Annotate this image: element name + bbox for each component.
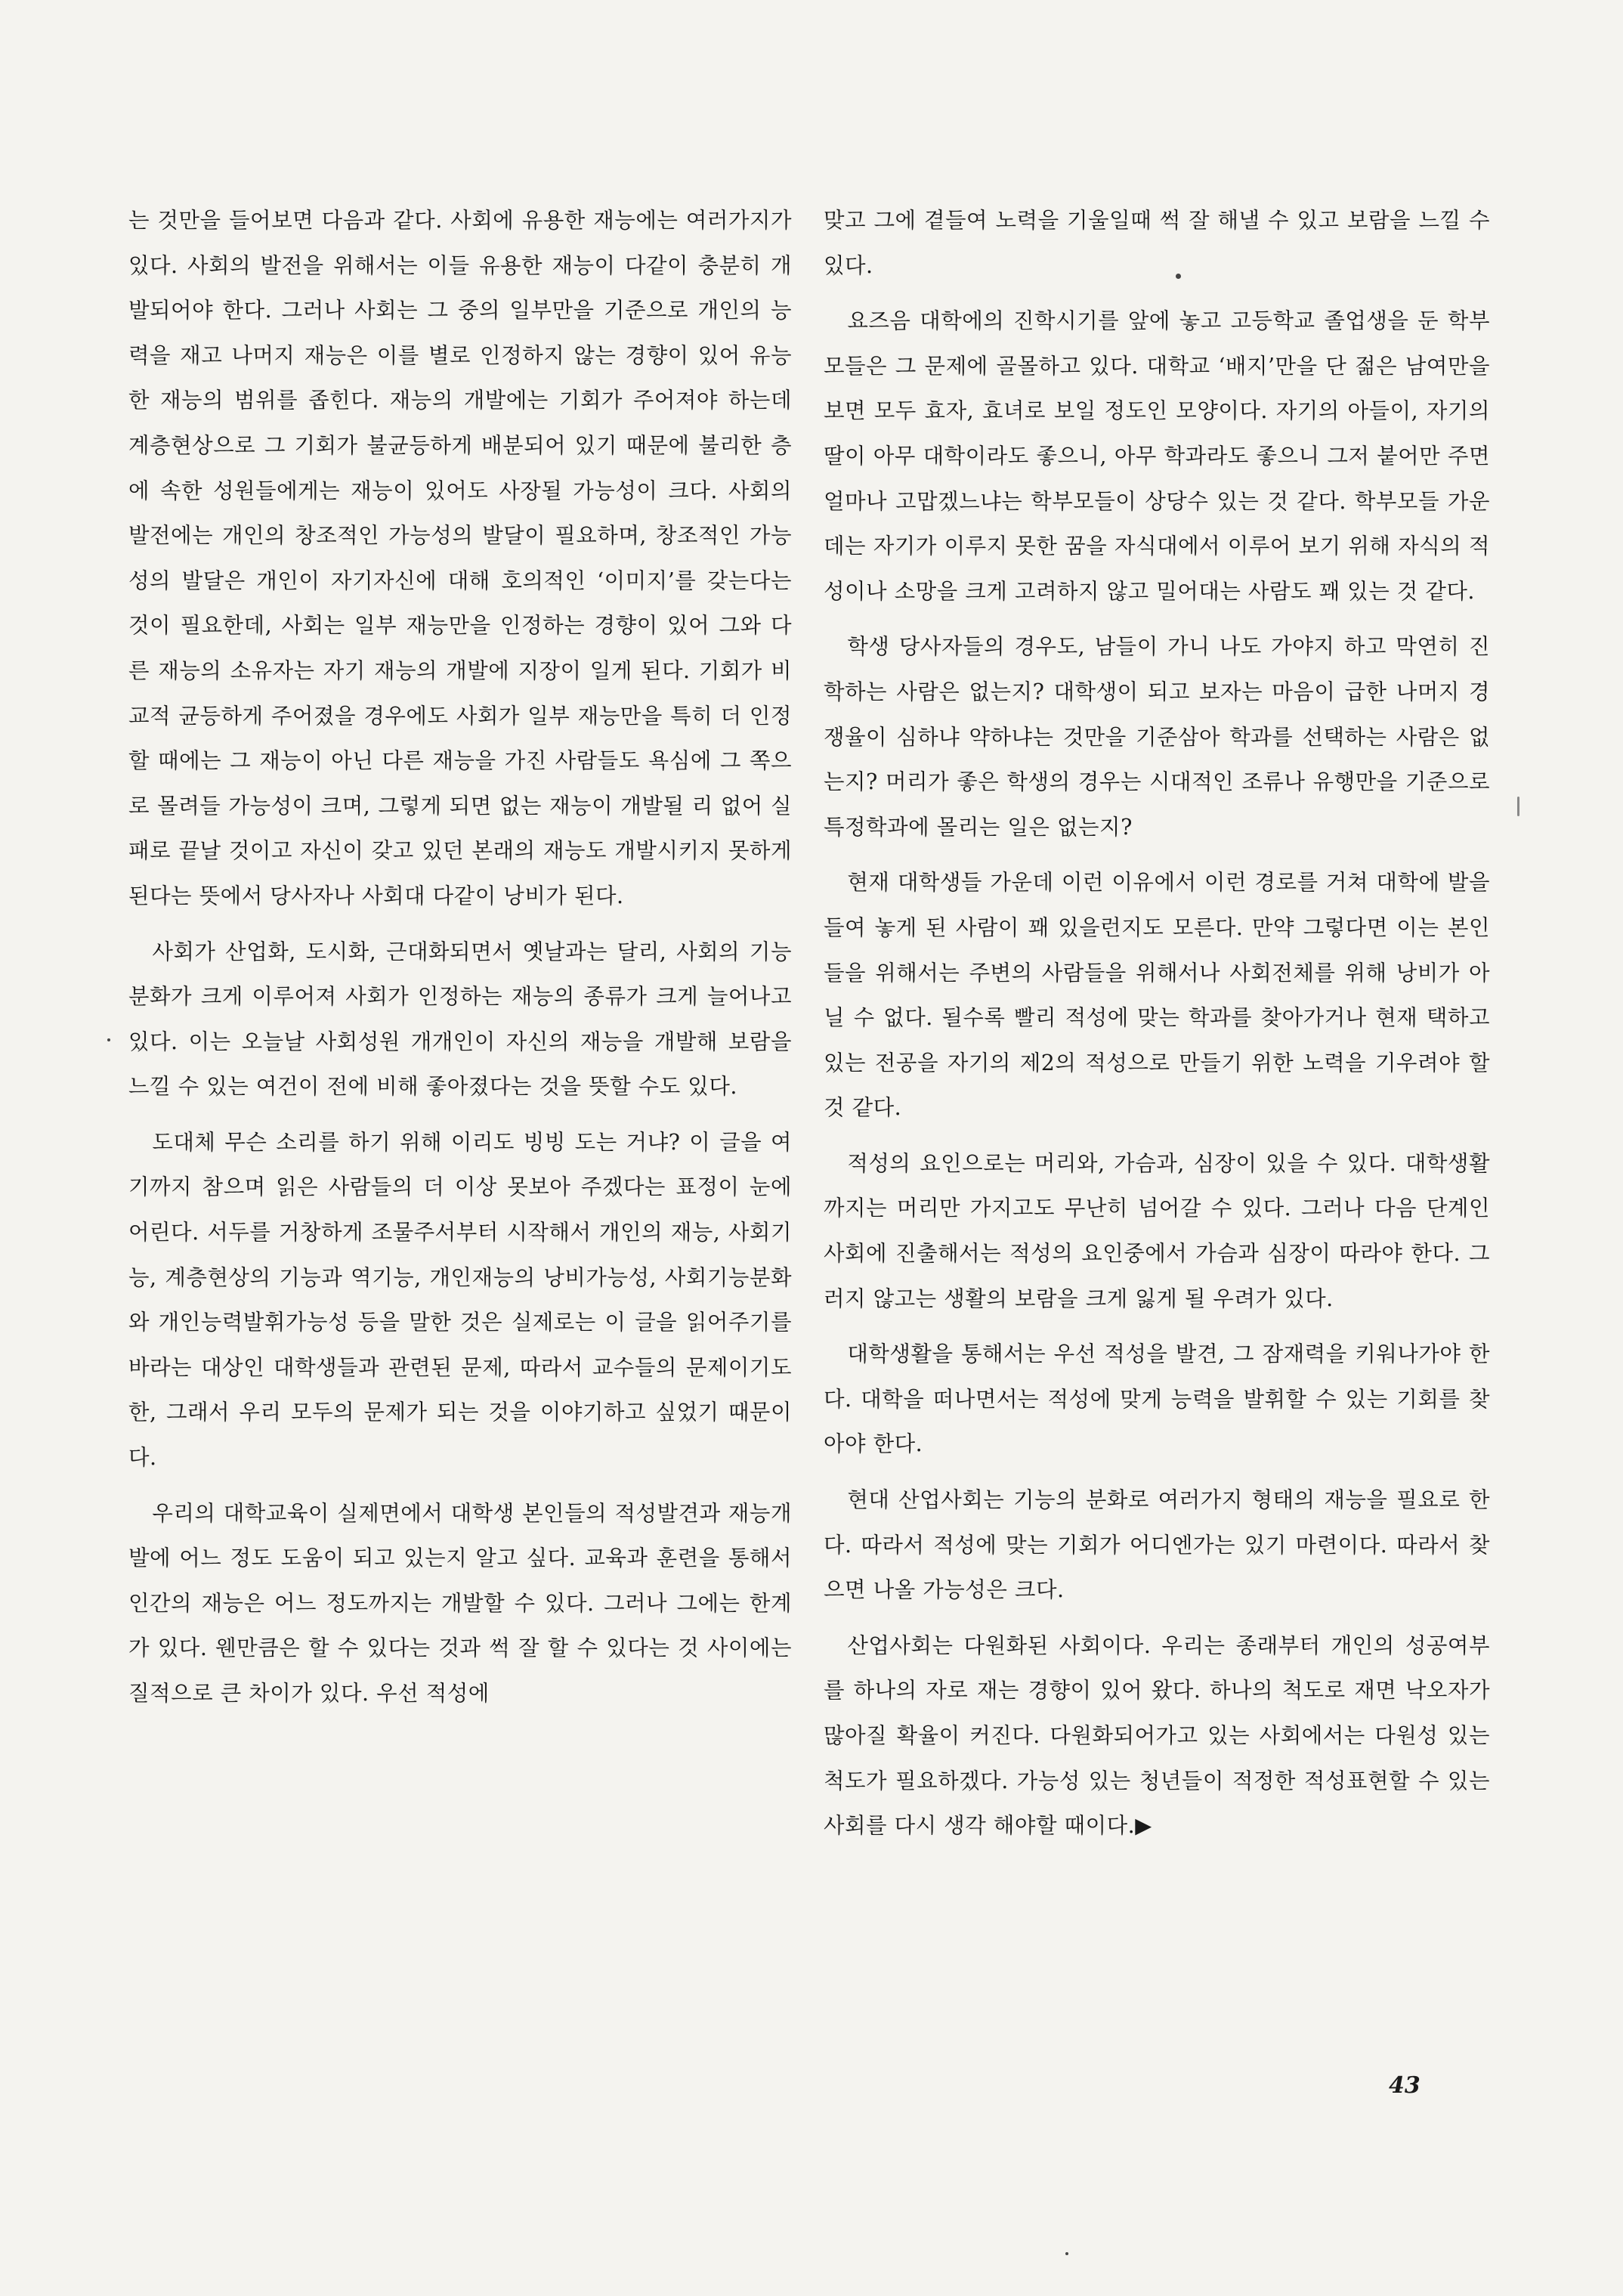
paragraph: 도대체 무슨 소리를 하기 위해 이리도 빙빙 도는 거냐? 이 글을 여기까지 참으며 읽은 사람들의 더 이상 못보아 주겠다는 표정이 눈에 어린다. 서두를 거창하게 조물주서부터 시작해서 개인의 재능, 사회기능, 계층현상의 기능과 역기능, 개인재능의 낭비가능성, 사회기능분화와 개인능력발휘가능성 등을 말한 것은 실제로는 이 글을 읽어주기를 바라는 대상인 대학생들과 관련된 문제, 따라서 교수들의 문제이기도 한, 그래서 우리 모두의 문제가 되는 것을 이야기하고 싶었기 때문이다. (128, 1129, 792, 1471)
paragraph: 맞고 그에 곁들여 노력을 기울일때 썩 잘 해낼 수 있고 보람을 느낄 수 있다. (824, 208, 1490, 278)
paragraph: 우리의 대학교육이 실제면에서 대학생 본인들의 적성발견과 재능개발에 어느 정도 도움이 되고 있는지 알고 싶다. 교육과 훈련을 통해서 인간의 재능은 어느 정도까지는 개발할 수 있다. 그러나 그에는 한계가 있다. 웬만큼은 할 수 있다는 것과 썩 잘 할 수 있다는 것 사이에는 질적으로 큰 차이가 있다. 우선 적성에 (128, 1500, 792, 1706)
scan-speck (107, 1038, 110, 1041)
paragraph: 는 것만을 들어보면 다음과 같다. 사회에 유용한 재능에는 여러가지가 있다. 사회의 발전을 위해서는 이들 유용한 재능이 다같이 충분히 개발되어야 한다. 그러나 사회는 그 중의 일부만을 기준으로 개인의 능력을 재고 나머지 재능은 이를 별로 인정하지 않는 경향이 있어 유능한 재능의 범위를 좁힌다. 재능의 개발에는 기회가 주어져야 하는데 계층현상으로 그 기회가 불균등하게 배분되어 있기 때문에 불리한 층에 속한 성원들에게는 재능이 있어도 사장될 가능성이 크다. 사회의 발전에는 개인의 창조적인 가능성의 발달이 필요하며, 창조적인 가능성의 발달은 개인이 자기자신에 대해 호의적인 ‘이미지’를 갖는다는 것이 필요한데, 사회는 일부 재능만을 인정하는 경향이 있어 그와 다른 재능의 소유자는 자기 재능의 개발에 지장이 일게 된다. 기회가 비교적 균등하게 주어졌을 경우에도 사회가 일부 재능만을 특히 더 인정할 때에는 그 재능이 아닌 다른 재능을 가진 사람들도 욕심에 그 쪽으로 몰려들 가능성이 크며, 그렇게 되면 없는 재능이 개발될 리 없어 실패로 끝날 것이고 자신이 갖고 있던 본래의 재능도 개발시키지 못하게 된다는 뜻에서 당사자나 사회대 다같이 낭비가 된다. (128, 208, 792, 908)
scan-speck (1065, 2252, 1068, 2255)
page-number: 43 (1389, 2072, 1421, 2099)
paragraph: 적성의 요인으로는 머리와, 가슴과, 심장이 있을 수 있다. 대학생활까지는 머리만 가지고도 무난히 넘어갈 수 있다. 그러나 다음 단계인 사회에 진출해서는 적성의 요인중에서 가슴과 심장이 따라야 한다. 그러지 않고는 생활의 보람을 크게 잃게 될 우려가 있다. (824, 1150, 1490, 1311)
left-text-column (128, 198, 792, 1716)
paragraph: 현대 산업사회는 기능의 분화로 여러가지 형태의 재능을 필요로 한다. 따라서 적성에 맞는 기회가 어디엔가는 있기 마련이다. 따라서 찾으면 나올 가능성은 크다. (824, 1487, 1490, 1603)
paragraph: 학생 당사자들의 경우도, 남들이 가니 나도 가야지 하고 막연히 진학하는 사람은 없는지? 대학생이 되고 보자는 마음이 급한 나머지 경쟁율이 심하냐 약하냐는 것만을 기준삼아 학과를 선택하는 사람은 없는지? 머리가 좋은 학생의 경우는 시대적인 조류나 유행만을 기준으로 특정학과에 몰리는 일은 없는지? (824, 634, 1490, 840)
paragraph: 요즈음 대학에의 진학시기를 앞에 놓고 고등학교 졸업생을 둔 학부모들은 그 문제에 골몰하고 있다. 대학교 ‘배지’만을 단 젊은 남여만을 보면 모두 효자, 효녀로 보일 정도인 모양이다. 자기의 아들이, 자기의 딸이 아무 대학이라도 좋으니, 아무 학과라도 좋으니 그저 붙어만 주면 얼마나 고맙겠느냐는 학부모들이 상당수 있는 것 같다. 학부모들 가운데는 자기가 이루지 못한 꿈을 자식대에서 이루어 보기 위해 자식의 적성이나 소망을 크게 고려하지 않고 밀어대는 사람도 꽤 있는 것 같다. (824, 308, 1490, 604)
paragraph: 산업사회는 다원화된 사회이다. 우리는 종래부터 개인의 성공여부를 하나의 자로 재는 경향이 있어 왔다. 하나의 척도로 재면 낙오자가 많아질 확율이 커진다. 다원화되어가고 있는 사회에서는 다원성 있는 척도가 필요하겠다. 가능성 있는 청년들이 적정한 적성표현할 수 있는 사회를 다시 생각 해야할 때이다.▶ (824, 1632, 1490, 1839)
scan-speck (1176, 274, 1181, 279)
right-text-column (824, 198, 1490, 1849)
paragraph: 현재 대학생들 가운데 이런 이유에서 이런 경로를 거쳐 대학에 발을 들여 놓게 된 사람이 꽤 있을런지도 모른다. 만약 그렇다면 이는 본인들을 위해서는 주변의 사람들을 위해서나 사회전체를 위해 낭비가 아닐 수 없다. 될수록 빨리 적성에 맞는 학과를 찾아가거나 현재 택하고 있는 전공을 자기의 제2의 적성으로 만들기 위한 노력을 기우려야 할 것 같다. (824, 870, 1490, 1121)
paragraph: 사회가 산업화, 도시화, 근대화되면서 옛날과는 달리, 사회의 기능 분화가 크게 이루어져 사회가 인정하는 재능의 종류가 크게 늘어나고 있다. 이는 오늘날 사회성원 개개인이 자신의 재능을 개발해 보람을 느낄 수 있는 여건이 전에 비해 좋아졌다는 것을 뜻할 수도 있다. (128, 939, 792, 1100)
paragraph: 대학생활을 통해서는 우선 적성을 발견, 그 잠재력을 키워나가야 한다. 대학을 떠나면서는 적성에 맞게 능력을 발휘할 수 있는 기회를 찾아야 한다. (824, 1341, 1490, 1457)
scan-speck (1517, 797, 1519, 816)
